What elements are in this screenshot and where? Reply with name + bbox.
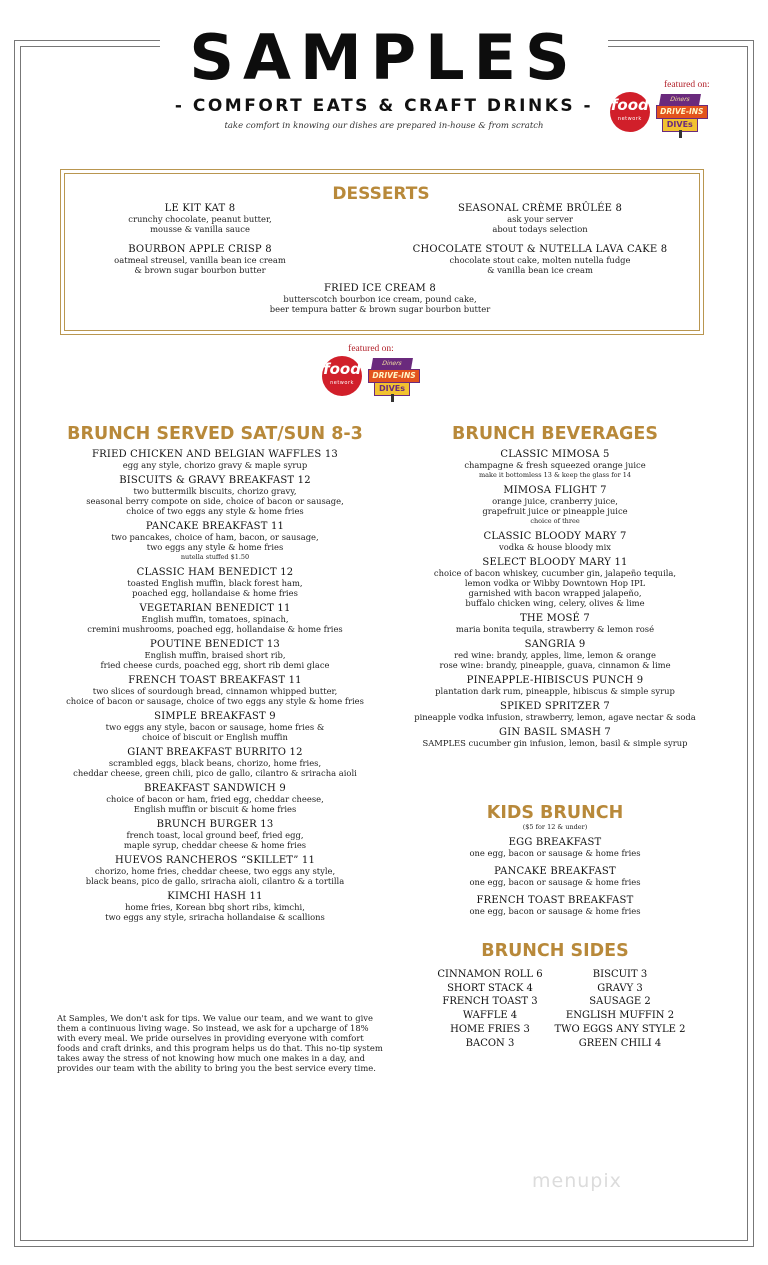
brunch-item: FRIED CHICKEN AND BELGIAN WAFFLES 13 egg any style, chorizo gravy & maple syrup bbox=[92, 449, 338, 470]
dessert-item: LE KIT KAT 8 crunchy chocolate, peanut butter, mousse & vanilla sauce bbox=[128, 203, 272, 234]
beverage-item: SANGRIA 9 red wine: brandy, apples, lime, lemon & orange rose wine: brandy, pineapple, guava, cinnamon & lime bbox=[439, 639, 671, 670]
diners-drive-ins-dives-logo-icon: Diners DRIVE-INS DIVEs bbox=[366, 356, 420, 402]
beverage-item: SPIKED SPRITZER 7 pineapple vodka infusion, strawberry, lemon, agave nectar & soda bbox=[414, 701, 696, 722]
beverage-item: GIN BASIL SMASH 7 SAMPLES cucumber gin infusion, lemon, basil & simple syrup bbox=[422, 727, 688, 748]
featured-on-middle bbox=[322, 344, 420, 402]
dessert-item: BOURBON APPLE CRISP 8 oatmeal streusel, vanilla bean ice cream & brown sugar bourbon butter bbox=[114, 244, 286, 275]
brunch-item: VEGETARIAN BENEDICT 11 English muffin, tomatoes, spinach, cremini mushrooms, poached egg, hollandaise & home fries bbox=[87, 603, 343, 634]
diners-drive-ins-dives-logo-icon: Diners DRIVE-INS DIVEs bbox=[654, 92, 708, 138]
featured-label: featured on: bbox=[664, 80, 710, 90]
featured-on-top bbox=[608, 80, 710, 138]
restaurant-title: SAMPLES bbox=[160, 22, 608, 94]
beverages-title: BRUNCH BEVERAGES bbox=[452, 424, 658, 444]
kids-item: FRENCH TOAST BREAKFAST one egg, bacon or sausage & home fries bbox=[469, 895, 641, 916]
food-network-logo-icon: food network bbox=[610, 92, 650, 132]
kids-item: PANCAKE BREAKFAST one egg, bacon or sausage & home fries bbox=[469, 866, 641, 887]
side-item: FRENCH TOAST 3 bbox=[442, 996, 538, 1008]
food-network-logo-icon: food network bbox=[322, 356, 362, 396]
no-tip-policy-note: At Samples, We don't ask for tips. We value our team, and we want to give them a continuous living wage. So instead, we ask for a upcharge of 18% with every meal. We pride ourselves in providing everyone with comfort foods and craft drinks, and this program helps us do that. This no-tip system takes away the stress of not knowing how much one makes in a day, and provides our team with the ability to bring you the best service every time. bbox=[57, 1013, 383, 1073]
brunch-item: CLASSIC HAM BENEDICT 12 toasted English muffin, black forest ham, poached egg, hollandaise & home fries bbox=[127, 567, 303, 598]
brunch-item: GIANT BREAKFAST BURRITO 12 scrambled eggs, black beans, chorizo, home fries, cheddar cheese, green chili, pico de gallo, cilantro & sriracha aioli bbox=[73, 747, 357, 778]
side-item: CINNAMON ROLL 6 bbox=[437, 969, 543, 980]
sides-right-list bbox=[545, 968, 695, 1050]
brunch-item: KIMCHI HASH 11 home fries, Korean bbq short ribs, kimchi, two eggs any style, sriracha hollandaise & scallions bbox=[105, 891, 325, 922]
restaurant-subtitle: - COMFORT EATS & CRAFT DRINKS - bbox=[174, 96, 594, 116]
sides-left-list bbox=[420, 968, 560, 1050]
side-item: GREEN CHILI 4 bbox=[578, 1037, 662, 1049]
kids-item: EGG BREAKFAST one egg, bacon or sausage & home fries bbox=[469, 837, 641, 858]
side-item: WAFFLE 4 bbox=[462, 1010, 518, 1022]
brunch-item: POUTINE BENEDICT 13 English muffin, braised short rib, fried cheese curds, poached egg, short rib demi glace bbox=[100, 639, 330, 670]
brunch-item: PANCAKE BREAKFAST 11 two pancakes, choice of ham, bacon, or sausage, two eggs any style & home fries nutella stuffed $1.50 bbox=[111, 521, 319, 561]
kids-note: ($5 for 12 & under) bbox=[522, 823, 588, 831]
featured-label: featured on: bbox=[348, 344, 394, 354]
beverage-item: THE MOSÉ 7 maria bonita tequila, strawberry & lemon rosé bbox=[455, 613, 655, 634]
beverage-item: CLASSIC MIMOSA 5 champagne & fresh squeezed orange juice make it bottomless 13 & keep the glass for 14 bbox=[464, 449, 646, 479]
beverage-item: MIMOSA FLIGHT 7 orange juice, cranberry juice, grapefruit juice or pineapple juice choice of three bbox=[482, 485, 628, 525]
brunch-item: HUEVOS RANCHEROS “SKILLET” 11 chorizo, home fries, cheddar cheese, two eggs any style, black beans, pico de gallo, sriracha aioli, cilantro & a tortilla bbox=[85, 855, 345, 886]
beverages-list bbox=[390, 450, 720, 748]
brunch-list bbox=[45, 450, 385, 922]
side-item: SAUSAGE 2 bbox=[589, 996, 651, 1008]
side-item: BISCUIT 3 bbox=[592, 969, 648, 980]
kids-list bbox=[400, 838, 710, 916]
dessert-item: SEASONAL CRÈME BRÛLÉE 8 ask your server about todays selection bbox=[457, 203, 623, 234]
side-item: GRAVY 3 bbox=[597, 982, 643, 994]
brunch-item: BISCUITS & GRAVY BREAKFAST 12 two buttermilk biscuits, chorizo gravy, seasonal berry compote on side, choice of bacon or sausage, choice of two eggs any style & home fries bbox=[86, 475, 344, 516]
desserts-title: DESSERTS bbox=[332, 184, 430, 204]
brunch-item: SIMPLE BREAKFAST 9 two eggs any style, bacon or sausage, home fries & choice of biscuit or English muffin bbox=[105, 711, 325, 742]
side-item: ENGLISH MUFFIN 2 bbox=[565, 1010, 675, 1022]
side-item: SHORT STACK 4 bbox=[447, 982, 533, 994]
brunch-item: FRENCH TOAST BREAKFAST 11 two slices of sourdough bread, cinnamon whipped butter, choice of bacon or sausage, choice of two eggs any style & home fries bbox=[66, 675, 364, 706]
beverage-item: SELECT BLOODY MARY 11 choice of bacon whiskey, cucumber gin, jalapeño tequila, lemon vodka or Wibby Downtown Hop IPL garnished with bacon wrapped jalapeño, buffalo chicken wing, celery, olives & lime bbox=[433, 557, 677, 608]
brunch-title: BRUNCH SERVED SAT/SUN 8-3 bbox=[67, 424, 363, 444]
tagline: take comfort in knowing our dishes are prepared in-house & from scratch bbox=[224, 121, 544, 131]
side-item: BACON 3 bbox=[465, 1037, 515, 1049]
brunch-item: BREAKFAST SANDWICH 9 choice of bacon or ham, fried egg, cheddar cheese, English muffin or biscuit & home fries bbox=[106, 783, 324, 814]
menupix-watermark: menupix bbox=[532, 1170, 622, 1192]
sides-title: BRUNCH SIDES bbox=[481, 941, 629, 961]
side-item: TWO EGGS ANY STYLE 2 bbox=[554, 1023, 686, 1035]
beverage-item: PINEAPPLE-HIBISCUS PUNCH 9 plantation dark rum, pineapple, hibiscus & simple syrup bbox=[435, 675, 675, 696]
beverage-item: CLASSIC BLOODY MARY 7 vodka & house bloody mix bbox=[483, 531, 627, 552]
brunch-item: BRUNCH BURGER 13 french toast, local ground beef, fried egg, maple syrup, cheddar cheese & home fries bbox=[123, 819, 307, 850]
dessert-item: CHOCOLATE STOUT & NUTELLA LAVA CAKE 8 chocolate stout cake, molten nutella fudge & vanilla bean ice cream bbox=[412, 244, 668, 275]
dessert-item: FRIED ICE CREAM 8 butterscotch bourbon ice cream, pound cake, beer tempura batter & brown sugar bourbon butter bbox=[269, 283, 491, 314]
kids-title: KIDS BRUNCH bbox=[486, 803, 624, 823]
side-item: HOME FRIES 3 bbox=[450, 1023, 530, 1035]
